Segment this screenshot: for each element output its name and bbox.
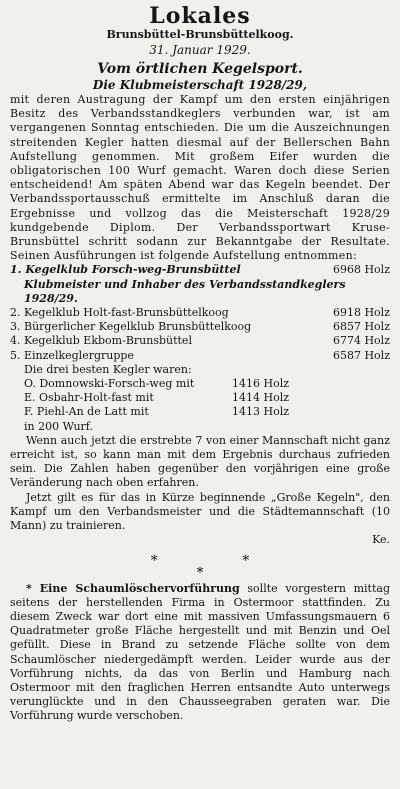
section-divider-star: * (196, 564, 204, 581)
section-divider-stars: * * (150, 552, 290, 569)
results-list (10, 263, 390, 433)
best-players-outro: in 200 Wurf. (24, 419, 93, 433)
result-row-3: 3. Bürgerlicher Kegelklub Brunsbüttelkoog 6857 Holz (10, 320, 390, 334)
issue-date: 31. Januar 1929. (149, 43, 251, 57)
result-row-1: 1. Kegelklub Forsch-weg-Brunsbüttel 6968 Holz (10, 263, 390, 277)
article-subtitle: Die Klubmeisterschaft 1928/29, (92, 78, 308, 92)
best-player-row-3: F. Piehl-An de Latt mit 1413 Holz (24, 405, 290, 419)
article-paragraph-3: Jetzt gilt es für das in Kürze beginnende „Große Kegeln", den Kampf um den Verbandsmeister und die Städtemannschaft (10 Mann) zu trainieren. (10, 490, 390, 533)
best-players-intro: Die drei besten Kegler waren: (24, 362, 192, 376)
article-paragraph-2: Wenn auch jetzt die erstrebte 7 von einer Mannschaft nicht ganz erreicht ist, so kann man mit dem Ergebnis durchaus zufrieden sein. Die Zahlen haben gegenüber den vorjährigen eine große Veränderung nach oben erfahren. (10, 433, 390, 490)
author-signature: Ke. (372, 533, 390, 547)
article-4-body: sollte vorgestern mittag seitens der herstellenden Firma in Ostermoor stattfinden. Zu diesem Zweck war dort eine mit massiven Umfassungsmauern 6 Quadratmeter große Fläche hergestellt und mit Benzin und Oel gefüllt. Diese in Brand zu setzende Fläche sollte von dem Schaumlöscher niedergedämpft werden. Leider wurde aus der Vorführung nichts, da das von Berlin und Hamburg nach Ostermoor mit den fraglichen Herren entsandte Auto unterwegs verunglückte und in den Chausseegraben geraten war. Die Vorführung wurde verschoben. (10, 581, 390, 723)
result-row-4: 4. Kegelklub Ekbom-Brunsbüttel 6774 Holz (10, 334, 390, 348)
result-row-2: 2. Kegelklub Holt-fast-Brunsbüttelkoog 6918 Holz (10, 306, 390, 320)
article-paragraph-1: mit deren Austragung der Kampf um den ersten einjährigen Besitz des Verbandsstandkeglers verbunden war, ist am vergangenen Sonntag entschieden. Die um die Auszeichnungen streitenden Kegler hatten diesmal auf der Bellerschen Bahn Aufstellung genommen. Mit großem Eifer wurden die obligatorischen 100 Wurf gemacht. Waren doch diese Serien entscheidend! Am späten Abend war das Kegeln beendet. Der Verbandssportausschuß ermittelte im Anschluß daran die Ergebnisse und vollzog das die Meisterschaft 1928/29 kundgebende Diplom. Der Verbandssportwart Kruse-Brunsbüttel schritt sodann zur Bekanntgabe der Resultate. Seinen Ausführungen ist folgende Aufstellung entnommen: (10, 93, 390, 263)
article-paragraph-4 (10, 582, 390, 724)
article-headline: Vom örtlichen Kegelsport. (97, 61, 303, 77)
champion-note: Klubmeister und Inhaber des Verbandsstandkeglers 1928/29. (24, 277, 346, 305)
best-player-row-2: E. Osbahr-Holt-fast mit 1414 Holz (24, 391, 290, 405)
article-4-lead: * Eine Schaumlöschervorführung (26, 581, 240, 595)
best-player-row-1: O. Domnowski-Forsch-weg mit 1416 Holz (24, 377, 290, 391)
masthead: Lokales (149, 3, 251, 29)
result-row-5: 5. Einzelkeglergruppe 6587 Holz (10, 348, 390, 362)
section-subhead: Brunsbüttel-Brunsbüttelkoog. (106, 28, 294, 41)
